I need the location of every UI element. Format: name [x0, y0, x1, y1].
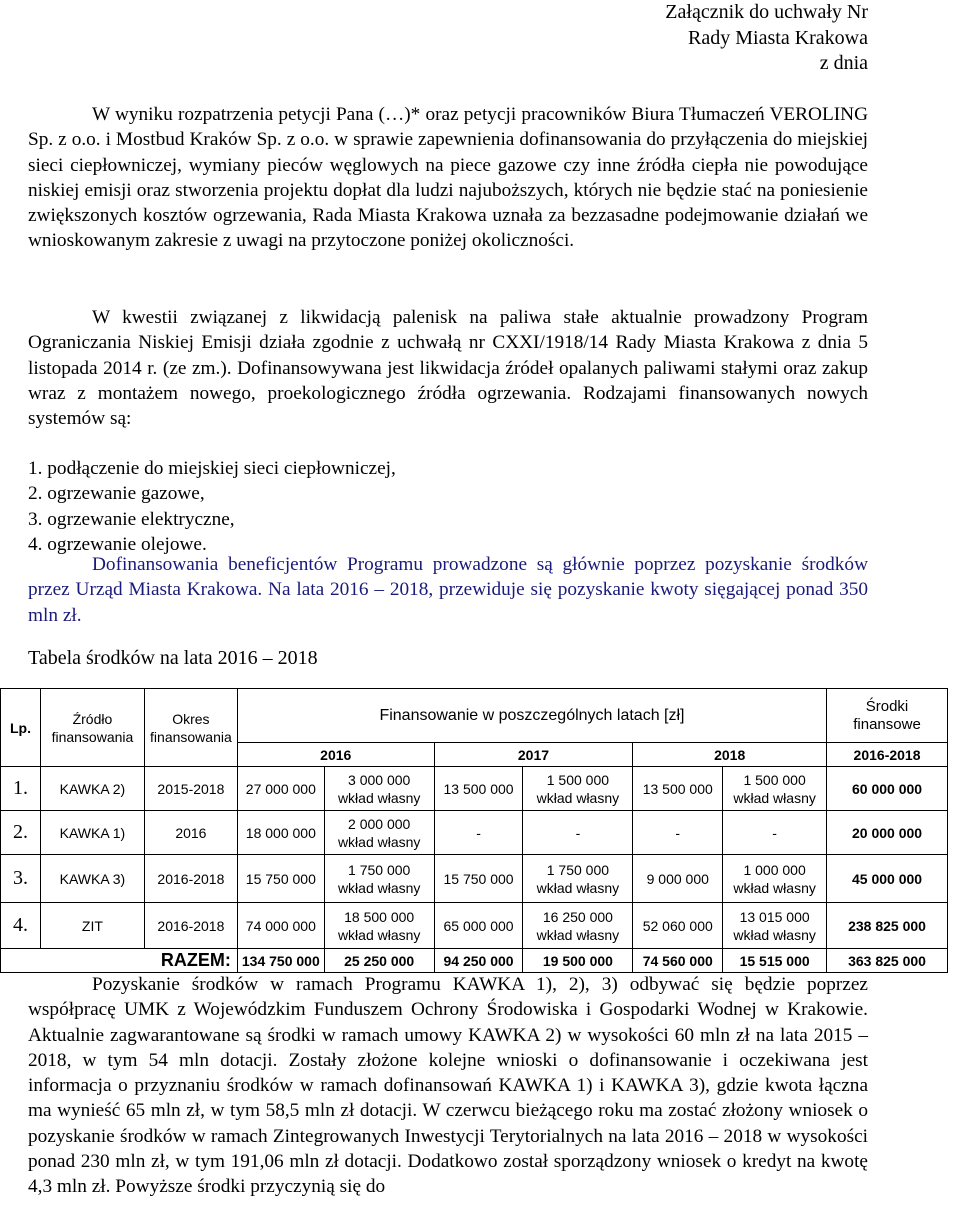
row-total: 60 000 000 — [827, 767, 948, 811]
header-financing: Finansowanie w poszczególnych latach [zł] — [237, 689, 826, 743]
attachment-header — [665, 0, 868, 77]
funding-table — [0, 688, 948, 973]
row-2018-own: 1 000 000 wkład własny — [723, 855, 827, 903]
sum-cell: 363 825 000 — [827, 949, 948, 973]
row-2016-own: 2 000 000 wkład własny — [324, 811, 434, 855]
row-source: ZIT — [40, 903, 144, 949]
row-2018-grant: 9 000 000 — [633, 855, 723, 903]
row-lp: 4. — [1, 903, 41, 949]
header-source: Źródło finansowania — [40, 689, 144, 767]
table-caption: Tabela środków na lata 2016 – 2018 — [28, 647, 318, 669]
header-total: 2016-2018 — [827, 743, 948, 767]
table-row — [1, 855, 948, 903]
row-total: 238 825 000 — [827, 903, 948, 949]
table-row — [1, 903, 948, 949]
row-2016-own: 1 750 000 wkład własny — [324, 855, 434, 903]
list-item: 2. ogrzewanie gazowe, — [28, 483, 205, 505]
funding-paragraph: Dofinansowania beneficjentów Programu prowadzone są głównie poprzez pozyskanie środków przez Urząd Miasta Krakowa. Na lata 2016 – 2018, przewiduje się pozyskanie kwoty sięgającej ponad 350 mln zł. — [28, 554, 868, 626]
sum-cell: 74 560 000 — [633, 949, 723, 973]
list-item: 3. ogrzewanie elektryczne, — [28, 508, 235, 530]
row-total: 20 000 000 — [827, 811, 948, 855]
header-line-1: Załącznik do uchwały Nr — [665, 1, 868, 23]
row-2016-own: 3 000 000 wkład własny — [324, 767, 434, 811]
header-period: Okres finansowania — [144, 689, 237, 767]
row-lp: 1. — [1, 767, 41, 811]
row-lp: 2. — [1, 811, 41, 855]
row-empty: - — [434, 811, 523, 855]
row-2017-own: 16 250 000 wkład własny — [523, 903, 633, 949]
row-2017-own: 1 750 000 wkład własny — [523, 855, 633, 903]
system-types-list — [28, 456, 396, 557]
row-2018-grant: 13 500 000 — [633, 767, 723, 811]
program-paragraph: W kwestii związanej z likwidacją palenisk na paliwa stałe aktualnie prowadzony Program Ograniczania Niskiej Emisji działa zgodnie z uchwałą nr CXXI/1918/14 Rady Miasta Krakowa z dnia 5 listopada 2014 r. (ze zm.). Dofinansowywana jest likwidacja źródeł opalanych paliwami stałymi oraz zakup wraz z montażem nowego, proekologicznego źródła ogrzewania. Rodzajami finansowanych nowych systemów są: — [28, 307, 868, 430]
row-total: 45 000 000 — [827, 855, 948, 903]
table-row — [1, 767, 948, 811]
header-line-3: z dnia — [819, 52, 868, 74]
row-amount: 27 000 000 — [237, 767, 324, 811]
row-period: 2016-2018 — [144, 903, 237, 949]
row-source: KAWKA 2) — [40, 767, 144, 811]
intro-paragraph: W wyniku rozpatrzenia petycji Pana (…)* oraz petycji pracowników Biura Tłumaczeń VEROLING Sp. z o.o. i Mostbud Kraków Sp. z o.o. w sprawie zapewnienia dofinansowania do przyłączenia do miejskiej sieci ciepłowniczej, wymiany pieców węglowych na piece gazowe czy inne źródła ciepła nie powodujące niskiej emisji oraz stworzenia projektu dopłat dla ludzi najuboższych, których nie będzie stać na poniesienie zwiększonych kosztów ogrzewania, Rada Miasta Krakowa uznała za bezzasadne podejmowanie działań we wnioskowanym zakresie z uwagi na przytoczone poniżej okoliczności. — [28, 104, 868, 252]
row-amount: 74 000 000 — [237, 903, 324, 949]
row-empty: - — [633, 811, 723, 855]
row-source: KAWKA 1) — [40, 811, 144, 855]
row-empty: - — [523, 811, 633, 855]
sum-cell: 94 250 000 — [434, 949, 523, 973]
table-sum-row — [1, 949, 948, 973]
sum-cell: 134 750 000 — [237, 949, 324, 973]
row-amount: 18 000 000 — [237, 811, 324, 855]
sum-cell: 15 515 000 — [723, 949, 827, 973]
row-amount: 15 750 000 — [237, 855, 324, 903]
table-row — [1, 811, 948, 855]
row-empty: - — [723, 811, 827, 855]
row-period: 2015-2018 — [144, 767, 237, 811]
header-2017: 2017 — [434, 743, 633, 767]
sum-cell: 19 500 000 — [523, 949, 633, 973]
sum-cell: 25 250 000 — [324, 949, 434, 973]
row-lp: 3. — [1, 855, 41, 903]
table-header-row — [1, 689, 948, 743]
row-2016-own: 18 500 000 wkład własny — [324, 903, 434, 949]
header-funds: Środki finansowe — [827, 689, 948, 743]
list-item: 4. ogrzewanie olejowe. — [28, 533, 207, 555]
row-2017-grant: 15 750 000 — [434, 855, 523, 903]
row-2018-own: 13 015 000 wkład własny — [723, 903, 827, 949]
list-item: 1. podłączenie do miejskiej sieci ciepłowniczej, — [28, 458, 396, 479]
row-2018-grant: 52 060 000 — [633, 903, 723, 949]
header-line-2: Rady Miasta Krakowa — [688, 26, 868, 49]
header-2018: 2018 — [633, 743, 827, 767]
row-2017-grant: 13 500 000 — [434, 767, 523, 811]
row-period: 2016-2018 — [144, 855, 237, 903]
header-2016: 2016 — [237, 743, 434, 767]
row-source: KAWKA 3) — [40, 855, 144, 903]
row-2018-own: 1 500 000 wkład własny — [723, 767, 827, 811]
sum-label: RAZEM: — [1, 949, 238, 973]
header-lp: Lp. — [1, 689, 41, 767]
row-2017-grant: 65 000 000 — [434, 903, 523, 949]
row-period: 2016 — [144, 811, 237, 855]
closing-paragraph: Pozyskanie środków w ramach Programu KAWKA 1), 2), 3) odbywać się będzie poprzez współpracę UMK z Wojewódzkim Funduszem Ochrony Środowiska i Gospodarki Wodnej w Krakowie. Aktualnie zagwarantowane są środki w ramach umowy KAWKA 2) w wysokości 60 mln zł na lata 2015 – 2018, w tym 54 mln dotacji. Zostały złożone kolejne wnioski o dofinansowanie i oczekiwana jest informacja o przyznaniu środków w ramach dofinansowań KAWKA 1) i KAWKA 3), gdzie kwota łączna ma wynieść 65 mln zł, w tym 58,5 mln zł dotacji. W czerwcu bieżącego roku ma zostać złożony wniosek o pozyskanie środków w ramach Zintegrowanych Inwestycji Terytorialnych na lata 2016 – 2018 w wysokości ponad 230 mln zł, w tym 191,06 mln zł dotacji. Dodatkowo został sporządzony wniosek o kredyt na kwotę 4,3 mln zł. Powyższe środki przyczynią się do — [28, 974, 868, 1198]
row-2017-own: 1 500 000 wkład własny — [523, 767, 633, 811]
